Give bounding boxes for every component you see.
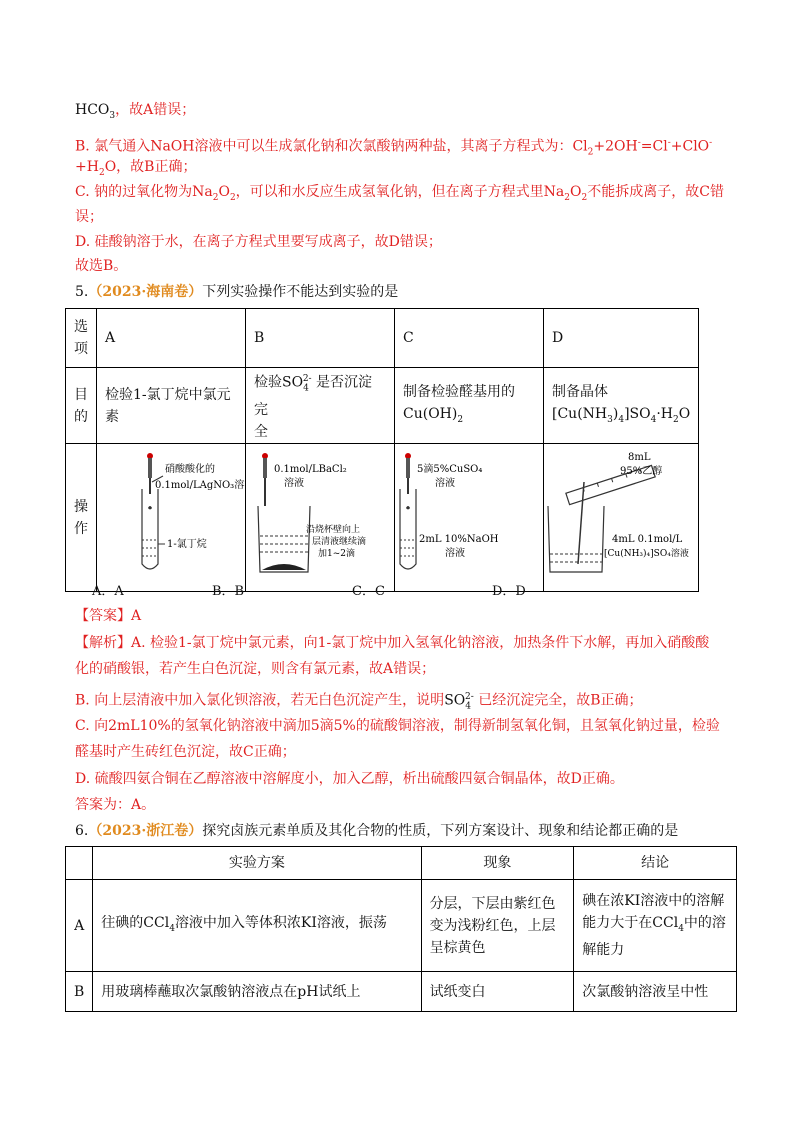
q5-option-a: A．A — [92, 584, 124, 599]
fig-b-label-2: 溶液 — [284, 478, 304, 490]
q5-head-option: 选 项 — [66, 309, 97, 368]
q6-row-b-plan: 用玻璃棒蘸取次氯酸钠溶液点在pH试纸上 — [93, 972, 421, 1012]
q5-head-operation: 操 作 — [66, 444, 97, 592]
q6-row-a-conclusion: 碘在浓KI溶液中的溶解 能力大于在CCl$_4$中的溶 解能力 — [574, 880, 737, 972]
q5-purpose-a: 检验1-氯丁烷中氯元 素 — [97, 368, 246, 444]
q5-purpose-c: 制备检验醛基用的 $Cu(OH)_2$ — [395, 368, 544, 444]
q6-header-phenomenon: 现象 — [421, 847, 574, 880]
q5-operation-b — [246, 444, 395, 592]
q5-analysis-D: D. 硫酸四氨合铜在乙醇溶液中溶解度小，加入乙醇，析出硫酸四氨合铜晶体，故D正确。 — [75, 771, 624, 787]
prev-answer-end: 故选B。 — [75, 258, 128, 274]
q5-purpose-b: 检验$SO_4^{2-}$ 是否沉淀完 全 — [246, 368, 395, 444]
q5-col-a: A — [97, 309, 246, 368]
q6-header-conclusion: 结论 — [574, 847, 737, 880]
q5-table — [65, 308, 699, 592]
q6-table — [65, 846, 737, 1012]
fig-b-label-5: 加1~2滴 — [318, 549, 355, 560]
test-tube-cuso4-figure — [395, 444, 543, 584]
fig-a-label-3: 1-氯丁烷 — [167, 539, 207, 551]
fig-b-label-1: 0.1mol/LBaCl₂ — [274, 464, 347, 476]
q5-final: 答案为：A。 — [75, 797, 156, 813]
q5-head-purpose: 目 的 — [66, 368, 97, 444]
test-tube-agno3-figure — [97, 444, 245, 584]
q5-answer: 【答案】A — [75, 608, 142, 624]
q5-purpose-d: 制备晶体 $[Cu(NH_3)_4]SO_4\cdot H_2O$ — [544, 368, 699, 444]
q5-operation-a — [97, 444, 246, 592]
q5-col-d: D — [544, 309, 699, 368]
q5-col-b: B — [246, 309, 395, 368]
q6-stem: 6.（2023·浙江卷）探究卤族元素单质及其化合物的性质，下列方案设计、现象和结论都正确的是 — [75, 823, 679, 839]
prev-answer-C-line-2: 误； — [75, 209, 103, 225]
q6-row-a-phenomenon: 分层，下层由紫红色 变为浅粉红色，上层 呈棕黄色 — [421, 880, 574, 972]
fig-d-label-1: 8mL — [628, 452, 651, 464]
prev-answer-B-line-1: B. 氯气通入NaOH溶液中可以生成氯化钠和次氯酸钠两种盐，其离子方程式为：$Cl_2+2OH^-=Cl^-+ClO^-$ — [75, 138, 713, 158]
fig-b-label-3: 沿烧杯壁向上 — [306, 525, 361, 536]
q5-operation-c — [395, 444, 544, 592]
q5-operation-d — [544, 444, 699, 592]
q5-analysis-C-1: C. 向2mL10%的氢氧化钠溶液中滴加5滴5%的硫酸铜溶液，制得新制氢氧化铜，且氢氧化钠过量，检验 — [75, 718, 720, 734]
prev-answer-D: D. 硅酸钠溶于水，在离子方程式里要写成离子，故D错误； — [75, 234, 442, 250]
q6-row-a-plan: 往碘的CCl$_4$溶液中加入等体积浓KI溶液，振荡 — [93, 880, 421, 972]
fig-d-label-2: 95%乙醇 — [620, 466, 663, 478]
fig-a-label-1: 硝酸酸化的 — [165, 464, 215, 476]
q6-row-b-label: B — [66, 972, 93, 1012]
beaker-bacl2-figure — [246, 444, 394, 584]
fig-d-label-3: 4mL 0.1mol/L — [612, 534, 683, 546]
q5-analysis-A-1: 【解析】A. 检验1-氯丁烷中氯元素，向1-氯丁烷中加入氢氧化钠溶液，加热条件下水解，再加入硝酸酸 — [75, 635, 710, 651]
q5-stem: 5.（2023·海南卷）下列实验操作不能达到实验的是 — [75, 284, 399, 300]
q5-option-d: D．D — [492, 584, 526, 599]
q6-row-b-conclusion: 次氯酸钠溶液呈中性 — [574, 972, 737, 1012]
fig-c-label-2: 溶液 — [435, 478, 455, 490]
q5-option-c: C．C — [352, 584, 385, 599]
fig-c-label-1: 5滴5%CuSO₄ — [417, 464, 483, 476]
prev-answer-line-1: $HCO_3$，故A错误； — [75, 102, 196, 121]
q5-analysis-B: B. 向上层清液中加入氯化钡溶液，若无白色沉淀产生，说明$SO_4^{2-}$ 已经沉淀完全，故B正确； — [75, 692, 643, 712]
q5-col-c: C — [395, 309, 544, 368]
prev-answer-B-line-2: $+H_2O$，故B正确； — [75, 159, 197, 178]
prev-answer-C-line-1: C. 钠的过氧化物为$Na_2O_2$，可以和水反应生成氢氧化钠，但在离子方程式里$Na_2O_2$不能拆成离子，故C错 — [75, 184, 724, 203]
beaker-ethanol-figure — [544, 444, 692, 584]
fig-c-label-4: 溶液 — [445, 548, 465, 560]
fig-c-label-3: 2mL 10%NaOH — [419, 534, 499, 546]
q6-row-b-phenomenon: 试纸变白 — [421, 972, 574, 1012]
fig-d-label-4: [Cu(NH₃)₄]SO₄溶液 — [604, 549, 689, 560]
q5-option-b: B．B — [212, 584, 245, 599]
q5-analysis-C-2: 醛基时产生砖红色沉淀，故C正确； — [75, 744, 296, 760]
q6-header-plan: 实验方案 — [93, 847, 421, 880]
fig-a-label-2: 0.1mol/LAgNO₃溶液 — [155, 480, 245, 492]
fig-b-label-4: 层清液继续滴 — [312, 537, 367, 548]
q6-row-a-label: A — [66, 880, 93, 972]
q5-analysis-A-2: 化的硝酸银，若产生白色沉淀，则含有氯元素，故A错误； — [75, 661, 436, 677]
